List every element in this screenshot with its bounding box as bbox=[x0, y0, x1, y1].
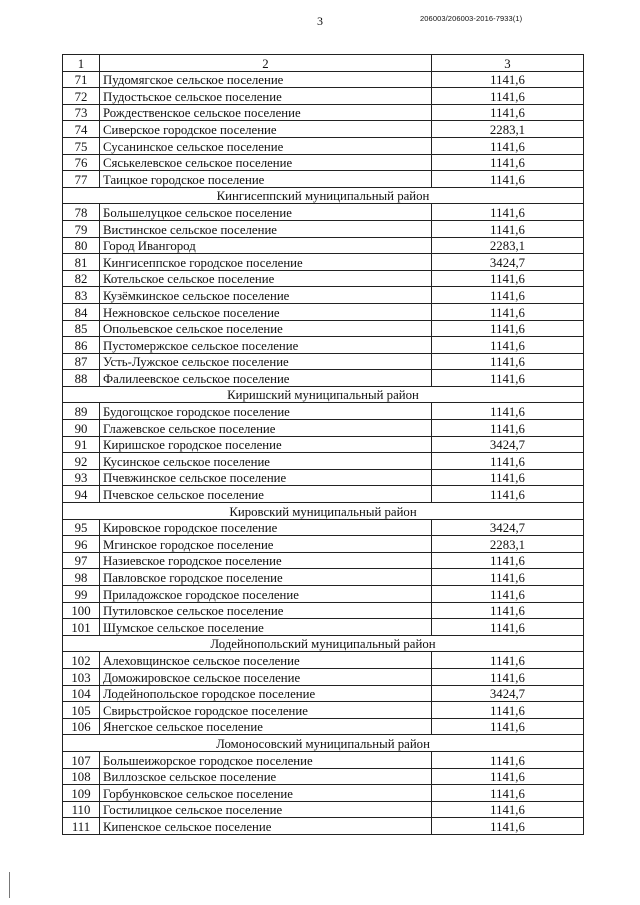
table-row bbox=[63, 453, 584, 470]
table-row bbox=[63, 768, 584, 785]
allocation-value: 1141,6 bbox=[432, 586, 584, 603]
allocation-value: 2283,1 bbox=[432, 536, 584, 553]
allocation-value: 1141,6 bbox=[432, 818, 584, 835]
row-number: 73 bbox=[63, 104, 100, 121]
settlement-name: Янегское сельское поселение bbox=[100, 718, 432, 735]
settlement-name: Гостилицкое сельское поселение bbox=[100, 801, 432, 818]
row-number: 93 bbox=[63, 469, 100, 486]
table-row bbox=[63, 718, 584, 735]
allocation-value: 1141,6 bbox=[432, 569, 584, 586]
row-number: 100 bbox=[63, 602, 100, 619]
allocation-value: 1141,6 bbox=[432, 154, 584, 171]
allocation-value: 1141,6 bbox=[432, 171, 584, 188]
district-name: Кингисеппский муниципальный район bbox=[63, 187, 584, 204]
allocation-value: 1141,6 bbox=[432, 469, 584, 486]
settlement-name: Алеховщинское сельское поселение bbox=[100, 652, 432, 669]
table-header-row bbox=[63, 55, 584, 72]
settlement-name: Кировское городское поселение bbox=[100, 519, 432, 536]
allocation-value: 1141,6 bbox=[432, 785, 584, 802]
page-number: 3 bbox=[317, 14, 323, 28]
settlement-name: Мгинское городское поселение bbox=[100, 536, 432, 553]
row-number: 104 bbox=[63, 685, 100, 702]
header-col-name: 2 bbox=[100, 55, 432, 72]
allocation-value: 1141,6 bbox=[432, 668, 584, 685]
table-row bbox=[63, 154, 584, 171]
row-number: 85 bbox=[63, 320, 100, 337]
row-number: 81 bbox=[63, 254, 100, 271]
allocation-value: 1141,6 bbox=[432, 303, 584, 320]
settlement-name: Сяськелевское сельское поселение bbox=[100, 154, 432, 171]
row-number: 83 bbox=[63, 287, 100, 304]
table-row bbox=[63, 237, 584, 254]
district-name: Ломоносовский муниципальный район bbox=[63, 735, 584, 752]
table-row bbox=[63, 469, 584, 486]
district-header-row bbox=[63, 635, 584, 652]
settlement-name: Кингисеппское городское поселение bbox=[100, 254, 432, 271]
table-row bbox=[63, 619, 584, 636]
row-number: 80 bbox=[63, 237, 100, 254]
table-row bbox=[63, 486, 584, 503]
row-number: 79 bbox=[63, 220, 100, 237]
allocation-value: 1141,6 bbox=[432, 287, 584, 304]
row-number: 105 bbox=[63, 702, 100, 719]
allocation-value: 1141,6 bbox=[432, 718, 584, 735]
allocation-value: 1141,6 bbox=[432, 88, 584, 105]
settlement-name: Виллозское сельское поселение bbox=[100, 768, 432, 785]
table-row bbox=[63, 668, 584, 685]
settlement-name: Приладожское городское поселение bbox=[100, 586, 432, 603]
table-row bbox=[63, 320, 584, 337]
table-row bbox=[63, 353, 584, 370]
row-number: 89 bbox=[63, 403, 100, 420]
table-row bbox=[63, 137, 584, 154]
settlement-name: Назиевское городское поселение bbox=[100, 552, 432, 569]
settlement-name: Шумское сельское поселение bbox=[100, 619, 432, 636]
table-row bbox=[63, 270, 584, 287]
settlement-name: Котельское сельское поселение bbox=[100, 270, 432, 287]
row-number: 108 bbox=[63, 768, 100, 785]
row-number: 98 bbox=[63, 569, 100, 586]
table-row bbox=[63, 171, 584, 188]
district-header-row bbox=[63, 187, 584, 204]
row-number: 101 bbox=[63, 619, 100, 636]
settlement-name: Пустомержское сельское поселение bbox=[100, 337, 432, 354]
settlement-name: Кипенское сельское поселение bbox=[100, 818, 432, 835]
table-row bbox=[63, 602, 584, 619]
allocation-value: 1141,6 bbox=[432, 768, 584, 785]
settlement-name: Пудомягское сельское поселение bbox=[100, 71, 432, 88]
settlement-name: Большелуцкое сельское поселение bbox=[100, 204, 432, 221]
row-number: 90 bbox=[63, 420, 100, 437]
allocation-value: 1141,6 bbox=[432, 486, 584, 503]
settlement-name: Киришское городское поселение bbox=[100, 436, 432, 453]
row-number: 96 bbox=[63, 536, 100, 553]
table-row bbox=[63, 104, 584, 121]
row-number: 84 bbox=[63, 303, 100, 320]
row-number: 109 bbox=[63, 785, 100, 802]
settlement-name: Будогощское городское поселение bbox=[100, 403, 432, 420]
allocation-value: 1141,6 bbox=[432, 337, 584, 354]
header-col-value: 3 bbox=[432, 55, 584, 72]
row-number: 97 bbox=[63, 552, 100, 569]
table-row bbox=[63, 519, 584, 536]
settlement-name: Доможировское сельское поселение bbox=[100, 668, 432, 685]
row-number: 92 bbox=[63, 453, 100, 470]
settlement-name: Свирьстройское городское поселение bbox=[100, 702, 432, 719]
settlement-name: Большеижорское городское поселение bbox=[100, 751, 432, 768]
allocation-value: 1141,6 bbox=[432, 453, 584, 470]
settlement-name: Пудостьское сельское поселение bbox=[100, 88, 432, 105]
table-row bbox=[63, 88, 584, 105]
row-number: 72 bbox=[63, 88, 100, 105]
settlement-table-container bbox=[62, 54, 579, 835]
row-number: 107 bbox=[63, 751, 100, 768]
settlement-allocation-table bbox=[62, 54, 584, 835]
allocation-value: 1141,6 bbox=[432, 801, 584, 818]
table-row bbox=[63, 552, 584, 569]
table-row bbox=[63, 536, 584, 553]
settlement-name: Пчевжинское сельское поселение bbox=[100, 469, 432, 486]
allocation-value: 3424,7 bbox=[432, 519, 584, 536]
row-number: 82 bbox=[63, 270, 100, 287]
table-row bbox=[63, 303, 584, 320]
settlement-name: Пчевское сельское поселение bbox=[100, 486, 432, 503]
settlement-name: Опольевское сельское поселение bbox=[100, 320, 432, 337]
table-row bbox=[63, 652, 584, 669]
allocation-value: 1141,6 bbox=[432, 420, 584, 437]
row-number: 94 bbox=[63, 486, 100, 503]
allocation-value: 1141,6 bbox=[432, 602, 584, 619]
district-header-row bbox=[63, 503, 584, 520]
settlement-name: Фалилеевское сельское поселение bbox=[100, 370, 432, 387]
allocation-value: 1141,6 bbox=[432, 104, 584, 121]
table-row bbox=[63, 586, 584, 603]
scan-edge-mark bbox=[9, 872, 10, 898]
settlement-name: Сиверское городское поселение bbox=[100, 121, 432, 138]
table-row bbox=[63, 436, 584, 453]
table-row bbox=[63, 702, 584, 719]
table-row bbox=[63, 420, 584, 437]
row-number: 111 bbox=[63, 818, 100, 835]
allocation-value: 3424,7 bbox=[432, 436, 584, 453]
allocation-value: 1141,6 bbox=[432, 652, 584, 669]
allocation-value: 1141,6 bbox=[432, 353, 584, 370]
table-body bbox=[63, 55, 584, 835]
settlement-name: Кузёмкинское сельское поселение bbox=[100, 287, 432, 304]
settlement-name: Павловское городское поселение bbox=[100, 569, 432, 586]
row-number: 91 bbox=[63, 436, 100, 453]
table-row bbox=[63, 569, 584, 586]
district-name: Кировский муниципальный район bbox=[63, 503, 584, 520]
row-number: 103 bbox=[63, 668, 100, 685]
allocation-value: 1141,6 bbox=[432, 403, 584, 420]
district-name: Лодейнопольский муниципальный район bbox=[63, 635, 584, 652]
allocation-value: 1141,6 bbox=[432, 320, 584, 337]
settlement-name: Горбунковское сельское поселение bbox=[100, 785, 432, 802]
settlement-name: Таицкое городское поселение bbox=[100, 171, 432, 188]
settlement-name: Путиловское сельское поселение bbox=[100, 602, 432, 619]
allocation-value: 1141,6 bbox=[432, 220, 584, 237]
allocation-value: 1141,6 bbox=[432, 552, 584, 569]
settlement-name: Нежновское сельское поселение bbox=[100, 303, 432, 320]
allocation-value: 1141,6 bbox=[432, 370, 584, 387]
settlement-name: Кусинское сельское поселение bbox=[100, 453, 432, 470]
row-number: 95 bbox=[63, 519, 100, 536]
row-number: 99 bbox=[63, 586, 100, 603]
table-row bbox=[63, 254, 584, 271]
row-number: 110 bbox=[63, 801, 100, 818]
allocation-value: 2283,1 bbox=[432, 121, 584, 138]
table-row bbox=[63, 370, 584, 387]
settlement-name: Рождественское сельское поселение bbox=[100, 104, 432, 121]
table-row bbox=[63, 685, 584, 702]
settlement-name: Усть-Лужское сельское поселение bbox=[100, 353, 432, 370]
table-row bbox=[63, 121, 584, 138]
row-number: 86 bbox=[63, 337, 100, 354]
allocation-value: 2283,1 bbox=[432, 237, 584, 254]
row-number: 71 bbox=[63, 71, 100, 88]
table-row bbox=[63, 403, 584, 420]
document-id: 206003/206003-2016-7933(1) bbox=[420, 14, 523, 23]
settlement-name: Лодейнопольское городское поселение bbox=[100, 685, 432, 702]
row-number: 76 bbox=[63, 154, 100, 171]
allocation-value: 1141,6 bbox=[432, 204, 584, 221]
table-row bbox=[63, 751, 584, 768]
row-number: 78 bbox=[63, 204, 100, 221]
settlement-name: Город Ивангород bbox=[100, 237, 432, 254]
table-row bbox=[63, 785, 584, 802]
table-row bbox=[63, 220, 584, 237]
header-col-number: 1 bbox=[63, 55, 100, 72]
table-row bbox=[63, 71, 584, 88]
settlement-name: Сусанинское сельское поселение bbox=[100, 137, 432, 154]
allocation-value: 1141,6 bbox=[432, 137, 584, 154]
row-number: 87 bbox=[63, 353, 100, 370]
table-row bbox=[63, 204, 584, 221]
allocation-value: 1141,6 bbox=[432, 751, 584, 768]
allocation-value: 1141,6 bbox=[432, 270, 584, 287]
allocation-value: 3424,7 bbox=[432, 254, 584, 271]
district-header-row bbox=[63, 386, 584, 403]
settlement-name: Глажевское сельское поселение bbox=[100, 420, 432, 437]
row-number: 102 bbox=[63, 652, 100, 669]
allocation-value: 1141,6 bbox=[432, 702, 584, 719]
table-row bbox=[63, 287, 584, 304]
allocation-value: 3424,7 bbox=[432, 685, 584, 702]
allocation-value: 1141,6 bbox=[432, 71, 584, 88]
row-number: 88 bbox=[63, 370, 100, 387]
allocation-value: 1141,6 bbox=[432, 619, 584, 636]
row-number: 75 bbox=[63, 137, 100, 154]
district-header-row bbox=[63, 735, 584, 752]
settlement-name: Вистинское сельское поселение bbox=[100, 220, 432, 237]
table-row bbox=[63, 818, 584, 835]
row-number: 77 bbox=[63, 171, 100, 188]
district-name: Киришский муниципальный район bbox=[63, 386, 584, 403]
row-number: 74 bbox=[63, 121, 100, 138]
table-row bbox=[63, 337, 584, 354]
row-number: 106 bbox=[63, 718, 100, 735]
table-row bbox=[63, 801, 584, 818]
